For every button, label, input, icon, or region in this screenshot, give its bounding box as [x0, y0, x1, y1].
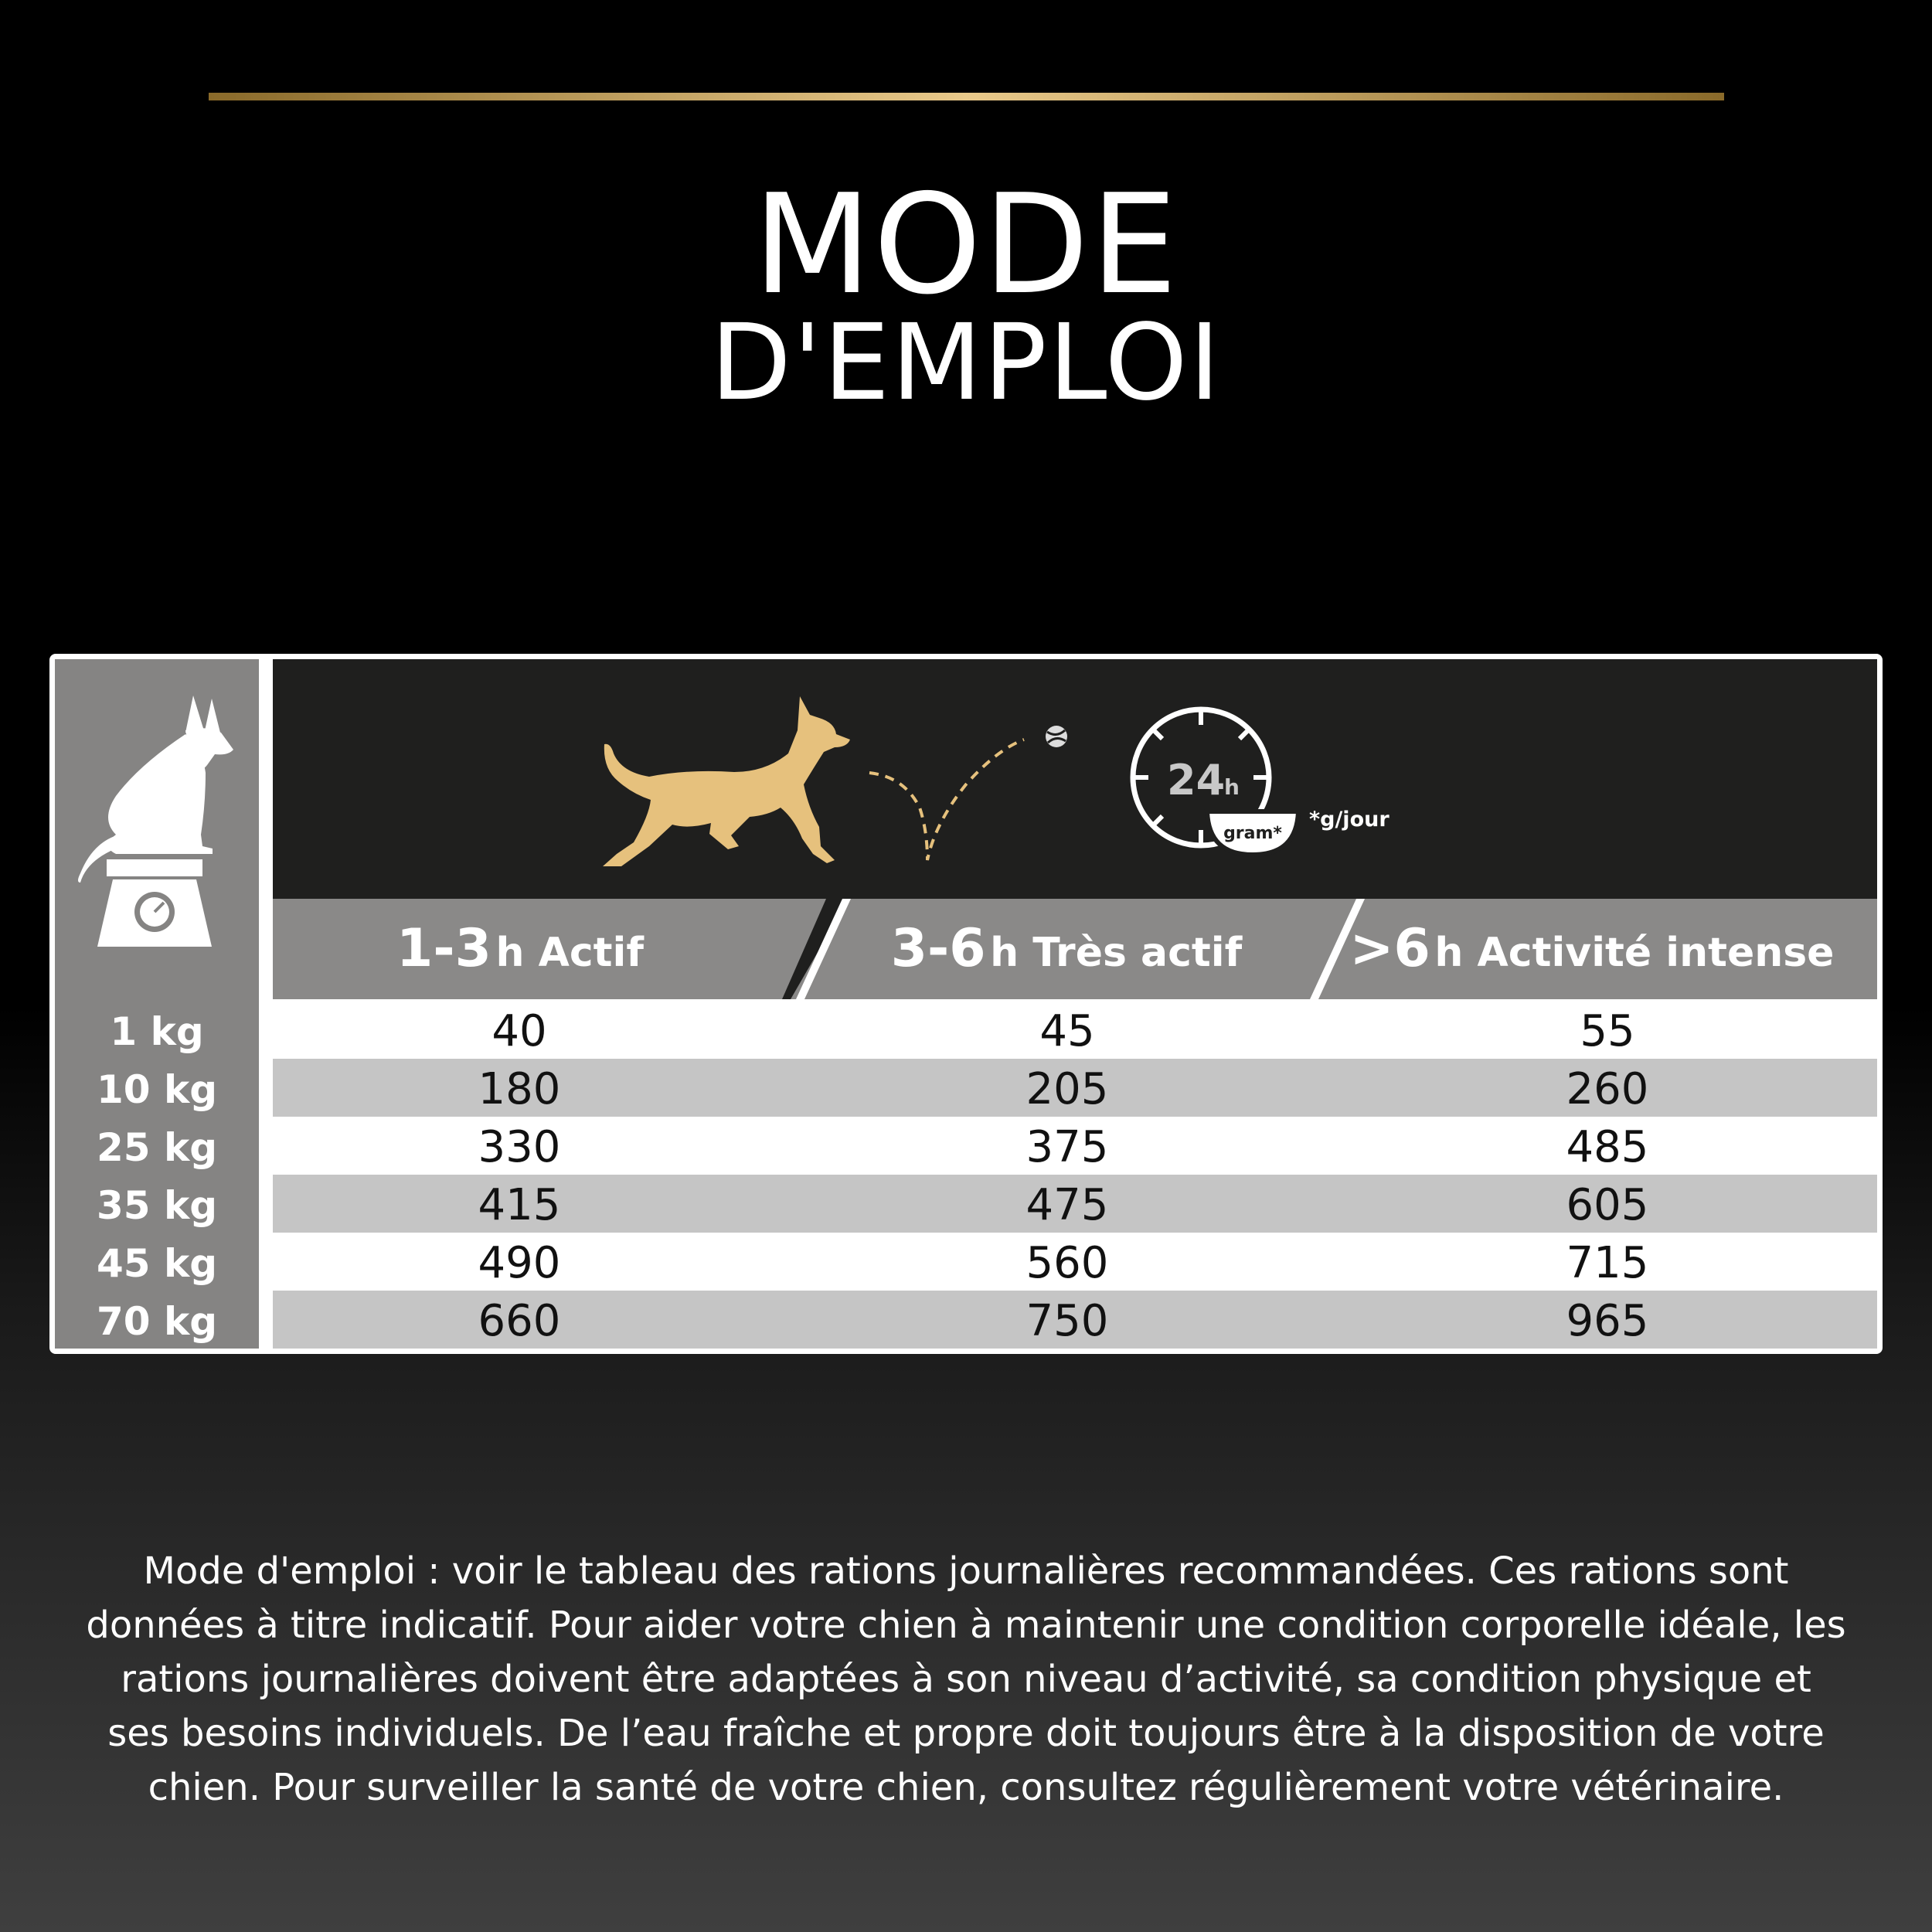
- ration-cell: 40: [492, 1006, 547, 1056]
- weight-label: 10 kg: [96, 1067, 218, 1112]
- bowl-label: gram*: [1223, 824, 1282, 843]
- clock-unit: h: [1224, 774, 1240, 800]
- clock-hours: 24: [1167, 756, 1226, 804]
- ration-cell: 45: [1039, 1006, 1095, 1056]
- gold-divider: [209, 93, 1724, 100]
- column-header-active: 1-3 h Actif: [396, 918, 644, 979]
- dog-running-ball-icon: [595, 692, 1074, 869]
- table-row: [273, 1001, 1877, 1059]
- table-row: [273, 1175, 1877, 1233]
- dog-on-scale-icon: [70, 688, 244, 951]
- ration-cell: 965: [1566, 1296, 1649, 1346]
- ration-cell: 180: [478, 1064, 561, 1114]
- ration-cell: 715: [1566, 1238, 1649, 1288]
- page-title-line1: MODE: [753, 165, 1179, 325]
- weight-label: 70 kg: [96, 1299, 218, 1344]
- table-row: [273, 1059, 1877, 1117]
- column-header-intense: >6 h Activité intense: [1349, 918, 1835, 979]
- weight-label: 25 kg: [96, 1125, 218, 1170]
- ration-cell: 55: [1580, 1006, 1635, 1056]
- gram-footnote: *g/jour: [1309, 808, 1389, 832]
- ration-cell: 260: [1566, 1064, 1649, 1114]
- weight-label: 35 kg: [96, 1183, 218, 1228]
- table-row: [273, 1291, 1877, 1349]
- ration-cell: 375: [1026, 1122, 1109, 1172]
- ration-cell: 415: [478, 1180, 561, 1230]
- ration-cell: 205: [1026, 1064, 1109, 1114]
- ration-cell: 330: [478, 1122, 561, 1172]
- page-title-line2: D'EMPLOI: [710, 302, 1222, 424]
- ration-cell: 485: [1566, 1122, 1649, 1172]
- weight-label: 45 kg: [96, 1241, 218, 1286]
- ration-cell: 490: [478, 1238, 561, 1288]
- table-row: [273, 1117, 1877, 1175]
- 24h-clock-bowl-icon: [1127, 703, 1304, 858]
- ration-cell: 660: [478, 1296, 561, 1346]
- ration-cell: 605: [1566, 1180, 1649, 1230]
- instructions-text: Mode d'emploi : voir le tableau des rations journalières recommandées. Ces rations sont données à titre indicatif. Pour aider votre chien à maintenir une condition corporelle idéale, les rations journalières doivent être adaptées à son niveau d’activité, sa condition physique et ses besoins individuels. De l’eau fraîche et propre doit toujours être à la disposition de votre chien. Pour surveiller la santé de votre chien, consultez régulièrement votre vétérinaire.: [86, 1549, 1846, 1809]
- column-header-very-active: 3-6 h Très actif: [890, 918, 1243, 979]
- ration-cell: 560: [1026, 1238, 1109, 1288]
- ration-cell: 475: [1026, 1180, 1109, 1230]
- ration-cell: 750: [1026, 1296, 1109, 1346]
- table-row: [273, 1233, 1877, 1291]
- table-header-illustration: [273, 659, 1877, 899]
- weight-label: 1 kg: [110, 1009, 204, 1054]
